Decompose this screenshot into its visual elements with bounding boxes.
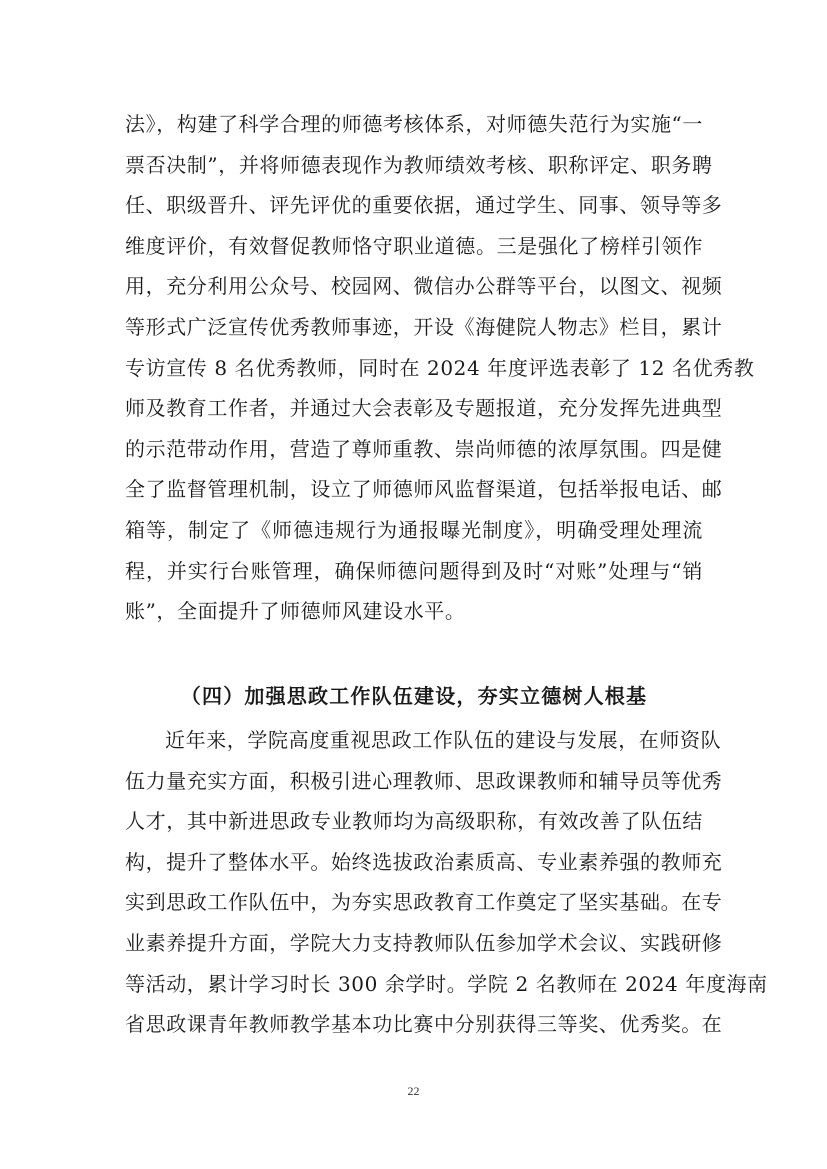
paragraph-ideological-team xyxy=(125,720,768,1045)
paragraph-line: 全了监督管理机制，设立了师德师风监督渠道，包括举报电话、邮 xyxy=(125,477,723,502)
paragraph-line: 师及教育工作者，并通过大会表彰及专题报道，充分发挥先进典型 xyxy=(125,396,723,421)
paragraph-line: 等形式广泛宣传优秀教师事迹，开设《海健院人物志》栏目，累计 xyxy=(125,314,723,339)
paragraph-line: 省思政课青年教师教学基本功比赛中分别获得三等奖、优秀奖。在 xyxy=(125,1012,723,1037)
paragraph-line: 等活动，累计学习时长 300 余学时。学院 2 名教师在 2024 年度海南 xyxy=(125,971,768,996)
paragraph-line: 维度评价，有效督促教师恪守职业道德。三是强化了榜样引领作 xyxy=(125,233,703,258)
paragraph-line: 近年来，学院高度重视思政工作队伍的建设与发展，在师资队 xyxy=(165,728,722,752)
paragraph-line: 构，提升了整体水平。始终选拔政治素质高、专业素养强的教师充 xyxy=(125,849,723,874)
paragraph-line: 专访宣传 8 名优秀教师，同时在 2024 年度评选表彰了 12 名优秀教 xyxy=(125,355,755,380)
paragraph-line: 的示范带动作用，营造了尊师重教、崇尚师德的浓厚氛围。四是健 xyxy=(125,436,723,461)
paragraph-line: 账”，全面提升了师德师风建设水平。 xyxy=(125,599,466,624)
paragraph-line: 伍力量充实方面，积极引进心理教师、思政课教师和辅导员等优秀 xyxy=(125,768,723,793)
paragraph-teacher-ethics xyxy=(125,104,755,632)
paragraph-line: 任、职级晋升、评先评优的重要依据，通过学生、同事、领导等多 xyxy=(125,193,723,218)
paragraph-line: 业素养提升方面，学院大力支持教师队伍参加学术会议、实践研修 xyxy=(125,930,723,955)
paragraph-line: 程，并实行台账管理，确保师德问题得到及时“对账”处理与“销 xyxy=(125,558,703,583)
paragraph-line: 用，充分利用公众号、校园网、微信办公群等平台，以图文、视频 xyxy=(125,274,723,299)
paragraph-line: 人才，其中新进思政专业教师均为高级职称，有效改善了队伍结 xyxy=(125,809,703,834)
paragraph-line: 票否决制”，并将师德表现作为教师绩效考核、职称评定、职务聘 xyxy=(125,152,713,177)
paragraph-line: 箱等，制定了《师德违规行为通报曝光制度》，明确受理处理流 xyxy=(125,517,703,542)
section-heading: （四）加强思政工作队伍建设，夯实立德树人根基 xyxy=(180,684,648,708)
paragraph-line: 实到思政工作队伍中，为夯实思政教育工作奠定了坚实基础。在专 xyxy=(125,890,723,915)
paragraph-line: 法》，构建了科学合理的师德考核体系，对师德失范行为实施“一 xyxy=(125,112,703,136)
page-number: 22 xyxy=(407,1084,420,1098)
